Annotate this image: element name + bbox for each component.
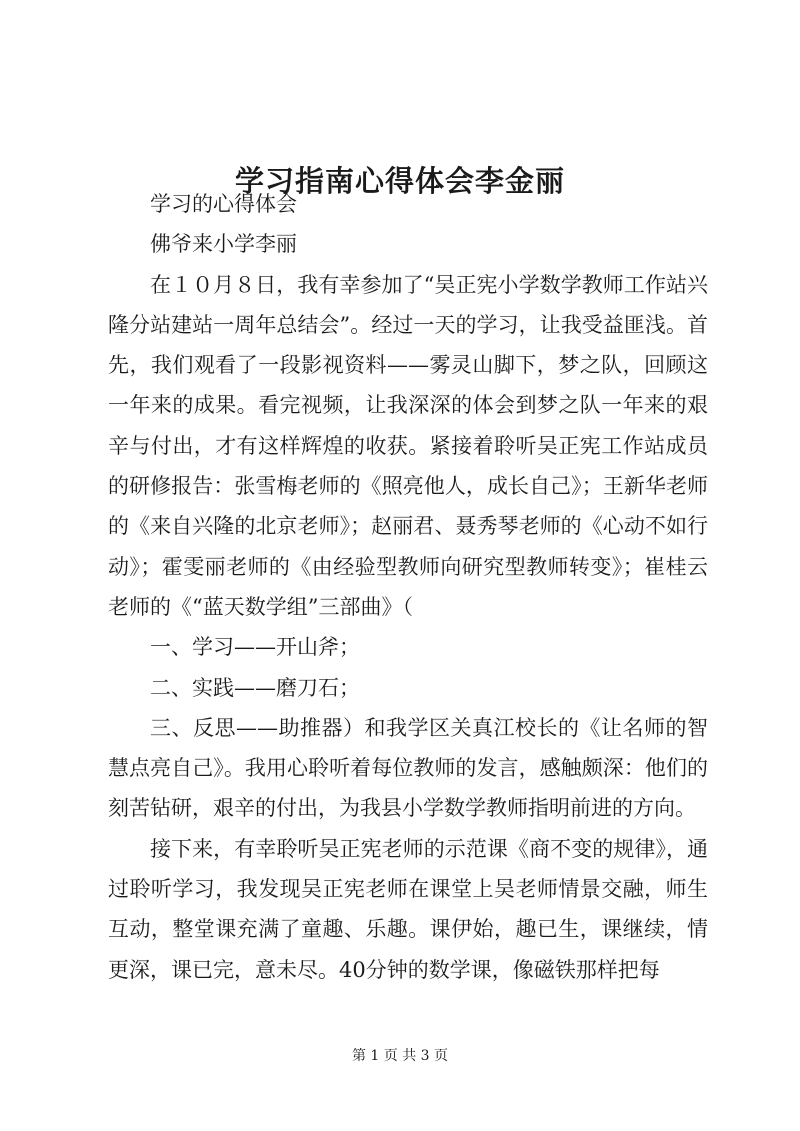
paragraph: 在１０月８日，我有幸参加了“吴正宪小学数学教师工作站兴隆分站建站一周年总结会”。经过一天的学习，让我受益匪浅。首先，我们观看了一段影视资料——雾灵山脚下，梦之队，回顾这一年来的成果。看完视频，让我深深的体会到梦之队一年来的艰辛与付出，才有这样辉煌的收获。紧接着聆听吴正宪工作站成员的研修报告：张雪梅老师的《照亮他人，成长自己》；王新华老师的《来自兴隆的北京老师》；赵丽君、聂秀琴老师的《心动不如行动》；霍雯丽老师的《由经验型教师向研究型教师转变》；崔桂云老师的《“蓝天数学组”三部曲》（ <box>108 272 708 619</box>
paragraph: 佛爷来小学李丽 <box>150 232 297 257</box>
paragraph: 三、反思——助推器）和我学区关真江校长的《让名师的智慧点亮自己》。我用心聆听着每位教师的发言，感触颇深：他们的刻苦钻研，艰辛的付出，为我县小学数学教师指明前进的方向。 <box>108 715 708 821</box>
paragraph: 学习的心得体会 <box>150 192 297 216</box>
paragraph: 一、学习——开山斧； <box>150 635 360 660</box>
paragraph: 二、实践——磨刀石； <box>150 675 360 700</box>
document-title: 学习指南心得体会李金丽 <box>234 164 565 199</box>
document-body <box>108 184 708 990</box>
paragraph: 接下来，有幸聆听吴正宪老师的示范课《商不变的规律》，通过聆听学习，我发现吴正宪老师在课堂上吴老师情景交融，师生互动，整堂课充满了童趣、乐趣。课伊始，趣已生，课继续，情更深，课已完，意未尽。40分钟的数学课，像磁铁那样把每 <box>108 836 708 982</box>
page-number-footer: 第 1 页 共 3 页 <box>351 1048 449 1064</box>
